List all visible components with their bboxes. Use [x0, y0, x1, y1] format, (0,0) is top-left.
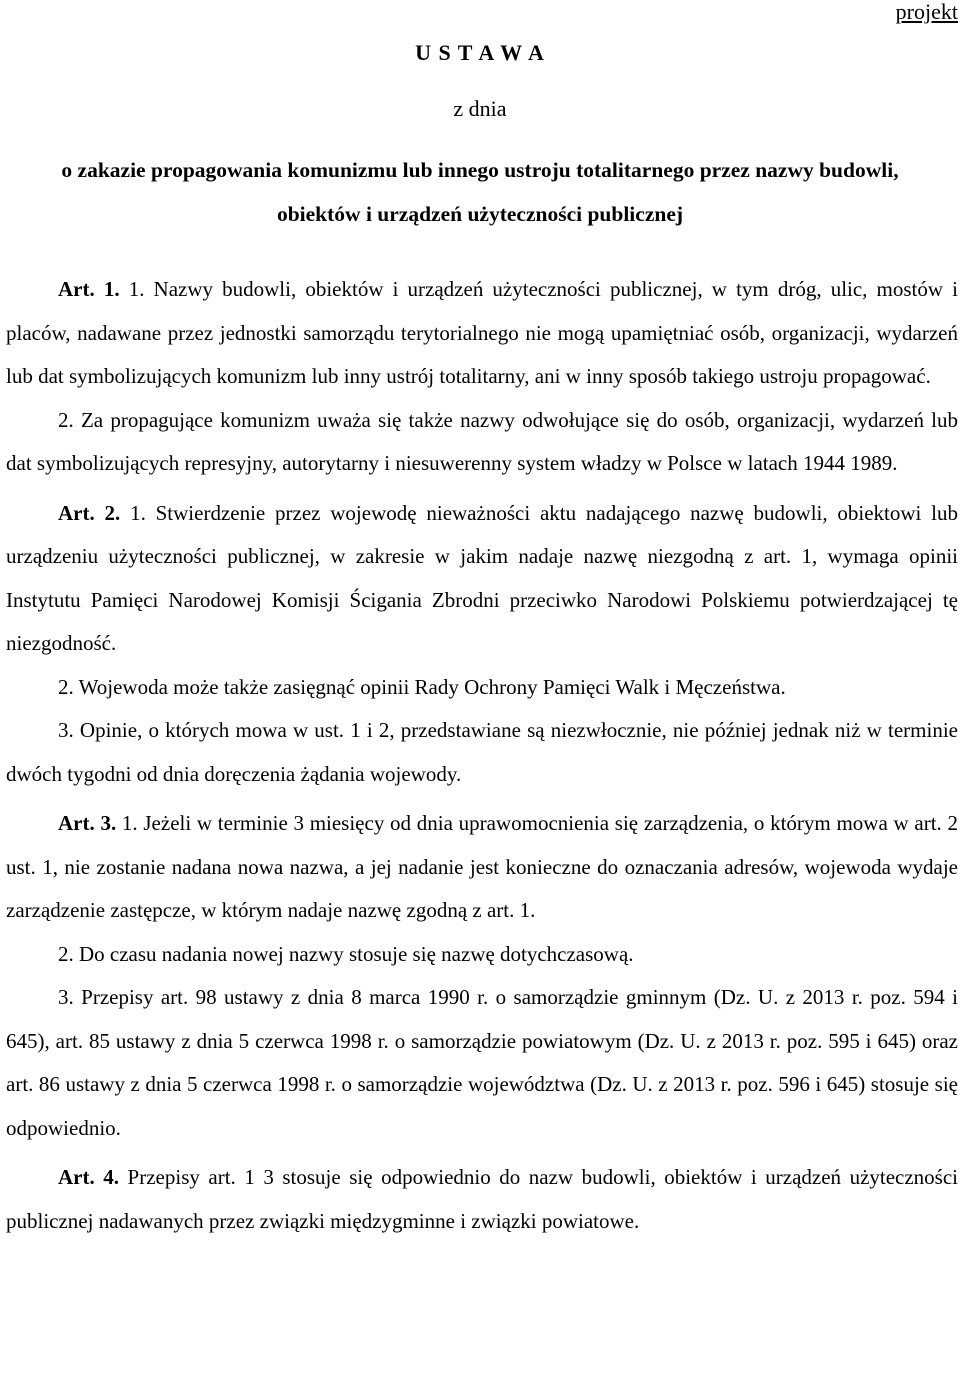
art-2-par-1 [6, 492, 958, 666]
art-1-par-2: 2. Za propagujące komunizm uważa się także nazwy odwołujące się do osób, organizacji, wydarzeń lub dat symbolizujących represyjny, autorytarny i niesuwerenny system władzy w Polsce w latach 1944 1989. [6, 407, 958, 475]
art-2-par-2: 2. Wojewoda może także zasięgnąć opinii Rady Ochrony Pamięci Walk i Męczeństwa. [58, 674, 786, 699]
art-4-par-1 [6, 1156, 958, 1243]
art-3-par-3: 3. Przepisy art. 98 ustawy z dnia 8 marca 1990 r. o samorządzie gminnym (Dz. U. z 2013 r. poz. 594 i 645), art. 85 ustawy z dnia 5 czerwca 1998 r. o samorządzie powiatowym (Dz. U. z 2013 r. poz. 595 i 645) oraz art. 86 ustawy z dnia 5 czerwca 1998 r. o samorządzie województwa (Dz. U. z 2013 r. poz. 596 i 645) stosuje się odpowiednio. [6, 985, 958, 1140]
art-1-par-1-text: 1. Nazwy budowli, obiektów i urządzeń użyteczności publicznej, w tym dróg, ulic, mostów i placów, nadawane przez jednostki samorządu terytorialnego nie mogą upamiętniać osób, organizacji, wydarzeń lub dat symbolizujących komunizm lub inny ustrój totalitarny, ani w inny sposób takiego ustroju propagować. [6, 277, 958, 388]
art-1-par-1 [6, 268, 958, 399]
art-3-par-1 [6, 802, 958, 933]
art-2-par-1-text: 1. Stwierdzenie przez wojewodę nieważności aktu nadającego nazwę budowli, obiektowi lub urządzeniu użyteczności publicznej, w zakresie w jakim nadaje nazwę niezgodną z art. 1, wymaga opinii Instytutu Pamięci Narodowej Komisji Ścigania Zbrodni przeciwko Narodowi Polskiemu potwierdzającej tę niezgodność. [6, 500, 959, 655]
art-3-par-2: 2. Do czasu nadania nowej nazwy stosuje się nazwę dotychczasową. [58, 941, 634, 966]
document-subject: o zakazie propagowania komunizmu lub innego ustroju totalitarnego przez nazwy budowli, obiektów i urządzeń użyteczności publicznej [61, 158, 899, 226]
document-title: U S T A W A [415, 40, 545, 65]
art-2-par-3: 3. Opinie, o których mowa w ust. 1 i 2, przedstawiane są niezwłocznie, nie później jednak niż w terminie dwóch tygodni od dnia doręczenia żądania wojewody. [6, 718, 958, 786]
draft-status-label: projekt [895, 0, 958, 24]
art-4-label: Art. 4. [58, 1165, 120, 1189]
art-4-par-1-text: Przepisy art. 1 3 stosuje się odpowiednio do nazw budowli, obiektów i urządzeń użyteczności publicznej nadawanych przez związki międzygminne i związki powiatowe. [6, 1165, 959, 1233]
art-1-label: Art. 1. [58, 277, 120, 301]
art-2-label: Art. 2. [58, 500, 121, 525]
art-3-label: Art. 3. [58, 811, 117, 835]
document-date: z dnia [453, 96, 507, 121]
document-body [6, 268, 958, 1243]
art-3-par-1-text: 1. Jeżeli w terminie 3 miesięcy od dnia uprawomocnienia się zarządzenia, o którym mowa w art. 2 ust. 1, nie zostanie nadana nowa nazwa, a jej nadanie jest konieczne do oznaczania adresów, wojewoda wydaje zarządzenie zastępcze, w którym nadaje nazwę zgodną z art. 1. [6, 811, 958, 922]
